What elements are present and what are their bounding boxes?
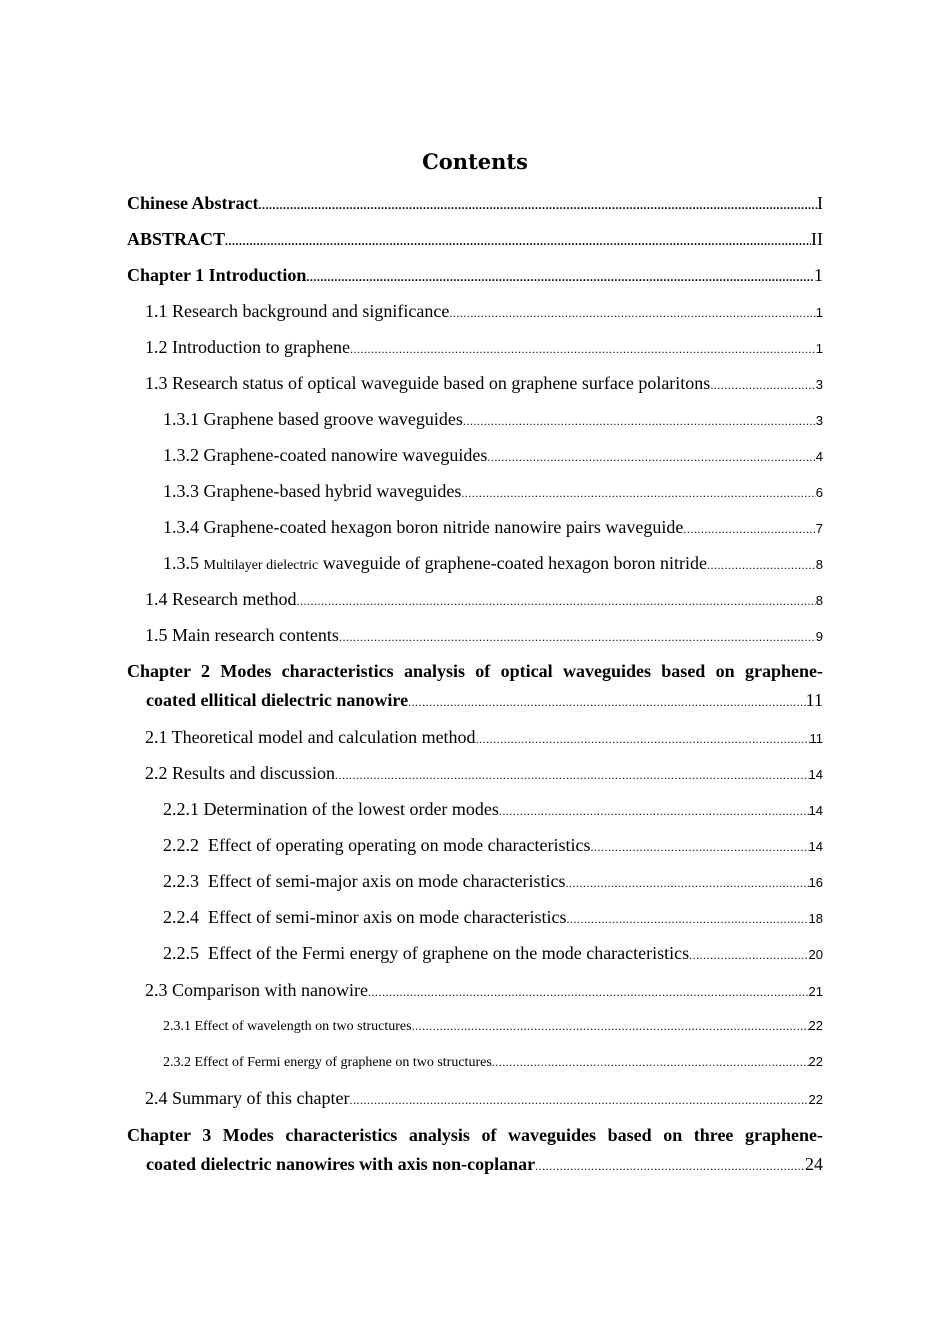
toc-entry-1-3-2[interactable]: [163, 441, 823, 471]
toc-entry-1-3-4[interactable]: [163, 513, 823, 543]
toc-page-number: II: [811, 229, 823, 249]
toc-entry-label: 2.3.1 Effect of wavelength on two structures: [163, 1019, 412, 1034]
toc-page-number: 11: [805, 690, 823, 710]
toc-page-number: 22: [808, 1092, 823, 1107]
toc-entry-chapter-2[interactable]: [127, 657, 823, 717]
toc-page-number: 18: [808, 911, 823, 926]
toc-leader-dots: [535, 1152, 805, 1181]
toc-entry-label: 2.2.1 Determination of the lowest order modes: [163, 799, 499, 819]
toc-entry-1-2[interactable]: [145, 333, 823, 363]
toc-page-number: 9: [815, 629, 823, 644]
toc-page-number: 11: [809, 731, 823, 746]
toc-entry-1-5[interactable]: [145, 621, 823, 651]
toc-leader-dots: [707, 551, 816, 579]
toc-entry-2-3-2[interactable]: [163, 1048, 823, 1077]
toc-page-number: 21: [808, 984, 823, 999]
toc-leader-dots: [412, 1012, 809, 1040]
toc-entry-label-line2: coated dielectric nanowires with axis non-coplanar: [146, 1154, 536, 1174]
toc-entry-label-rest: waveguide of graphene-coated hexagon boron nitride: [318, 553, 708, 573]
toc-page-number: 1: [815, 341, 823, 356]
toc-leader-dots: [449, 299, 815, 327]
toc-entry-2-3[interactable]: [145, 976, 823, 1006]
toc-entry-abstract[interactable]: [127, 225, 823, 255]
toc-entry-2-2-2[interactable]: [163, 831, 823, 861]
toc-entry-2-2-4[interactable]: [163, 903, 823, 933]
toc-leader-dots: [339, 623, 816, 651]
toc-leader-dots: [306, 263, 814, 291]
toc-entry-1-1[interactable]: [145, 297, 823, 327]
toc-leader-dots: [463, 407, 816, 435]
toc-leader-dots: [499, 797, 809, 825]
toc-page-number: 22: [808, 1018, 823, 1033]
toc-page-number: 3: [815, 377, 823, 392]
toc-entry-label: 1.2 Introduction to graphene: [145, 337, 350, 357]
toc-page-number: I: [817, 193, 823, 213]
toc-entry-label-line1: Chapter 2 Modes characteristics analysis of optical waveguides based on graphene-: [127, 661, 823, 681]
toc-page-number: 14: [808, 803, 823, 818]
toc-page-number: 8: [815, 593, 823, 608]
toc-entry-label: 2.2 Results and discussion: [145, 763, 336, 783]
toc-page-number: 6: [815, 485, 823, 500]
toc-leader-dots: [487, 443, 815, 471]
toc-page-number: 8: [815, 557, 823, 572]
toc-entry-label: 1.3.4 Graphene-coated hexagon boron nitride nanowire pairs waveguide: [163, 517, 684, 537]
toc-entry-1-4[interactable]: [145, 585, 823, 615]
toc-page-number: 16: [808, 875, 823, 890]
toc-leader-dots: [225, 227, 811, 255]
toc-entry-2-2-1[interactable]: [163, 795, 823, 825]
toc-entry-1-3-1[interactable]: [163, 405, 823, 435]
toc-entry-label: 2.3 Comparison with nanowire: [145, 980, 368, 1000]
page-title: Contents: [422, 149, 528, 174]
toc-entry-number: 1.3.5: [163, 553, 204, 573]
toc-entry-chapter-1[interactable]: [127, 261, 823, 291]
toc-entry-label: ABSTRACT: [127, 229, 226, 249]
toc-leader-dots: [710, 371, 815, 399]
toc-entry-label: 1.1 Research background and significance: [145, 301, 450, 321]
toc-entry-label: 2.2.4 Effect of semi-minor axis on mode characteristics: [163, 907, 567, 927]
toc-entry-2-2-3[interactable]: [163, 867, 823, 897]
toc-leader-dots: [689, 941, 808, 969]
toc-entry-label: 1.3.3 Graphene-based hybrid waveguides: [163, 481, 462, 501]
toc-entry-label: [163, 549, 707, 580]
toc-leader-dots: [349, 1086, 808, 1114]
toc-entry-2-3-1[interactable]: [163, 1012, 823, 1041]
toc-entry-label-small: Multilayer dielectric: [203, 558, 319, 573]
toc-entry-label: 2.1 Theoretical model and calculation method: [145, 727, 476, 747]
toc-page-number: 24: [805, 1154, 823, 1174]
toc-entry-2-1[interactable]: [145, 723, 823, 753]
toc-leader-dots: [408, 688, 806, 717]
toc-leader-dots: [591, 833, 809, 861]
toc-entry-label: 2.2.2 Effect of operating operating on mode characteristics: [163, 835, 591, 855]
toc-page-number: 14: [808, 839, 823, 854]
toc-entry-2-4[interactable]: [145, 1084, 823, 1114]
toc-entry-label: Chinese Abstract: [127, 193, 259, 213]
toc-entry-label: 2.2.5 Effect of the Fermi energy of graphene on the mode characteristics: [163, 943, 690, 963]
toc-entry-chinese-abstract[interactable]: [127, 189, 823, 219]
toc-page-number: 20: [808, 947, 823, 962]
toc-page-number: 14: [808, 767, 823, 782]
toc-leader-dots: [683, 515, 815, 543]
toc-entry-1-3[interactable]: [145, 369, 823, 399]
toc-leader-dots: [567, 905, 809, 933]
toc-page-number: 7: [815, 521, 823, 536]
toc-entry-label: 1.3.1 Graphene based groove waveguides: [163, 409, 463, 429]
toc-entry-label: 1.3 Research status of optical waveguide based on graphene surface polaritons: [145, 373, 711, 393]
toc-leader-dots: [259, 191, 818, 219]
toc-entry-2-2[interactable]: [145, 759, 823, 789]
toc-page-number: 1: [815, 305, 823, 320]
toc-leader-dots: [566, 869, 809, 897]
toc-leader-dots: [350, 335, 816, 363]
toc-leader-dots: [461, 479, 815, 507]
toc-entry-label: 2.3.2 Effect of Fermi energy of graphene on two structures: [163, 1055, 492, 1070]
toc-entry-label: 2.4 Summary of this chapter: [145, 1088, 350, 1108]
toc-leader-dots: [368, 978, 809, 1006]
toc-entry-label: 1.5 Main research contents: [145, 625, 339, 645]
toc-page-number: 3: [815, 413, 823, 428]
toc-leader-dots: [492, 1048, 809, 1076]
toc-leader-dots: [335, 761, 809, 789]
toc-leader-dots: [476, 725, 810, 753]
toc-page-number: 4: [815, 449, 823, 464]
toc-entry-label: 2.2.3 Effect of semi-major axis on mode characteristics: [163, 871, 566, 891]
toc-entry-label-line2: coated ellitical dielectric nanowire: [146, 690, 409, 710]
toc-page-number: 1: [814, 265, 823, 285]
toc-entry-2-2-5[interactable]: [163, 939, 823, 969]
toc-entry-line2: [127, 686, 823, 717]
toc-entry-label-line1: Chapter 3 Modes characteristics analysis of waveguides based on three graphene-: [127, 1125, 823, 1145]
toc-leader-dots: [296, 587, 815, 615]
toc-entry-label: 1.4 Research method: [145, 589, 297, 609]
toc-entry-label: Chapter 1 Introduction: [127, 265, 307, 285]
toc-page-number: 22: [808, 1054, 823, 1069]
toc-entry-1-3-3[interactable]: [163, 477, 823, 507]
toc-entry-chapter-3[interactable]: [127, 1121, 823, 1181]
toc-entry-label: 1.3.2 Graphene-coated nanowire waveguides: [163, 445, 488, 465]
toc-entry-line2: [127, 1150, 823, 1181]
toc-entry-1-3-5[interactable]: [163, 549, 823, 580]
